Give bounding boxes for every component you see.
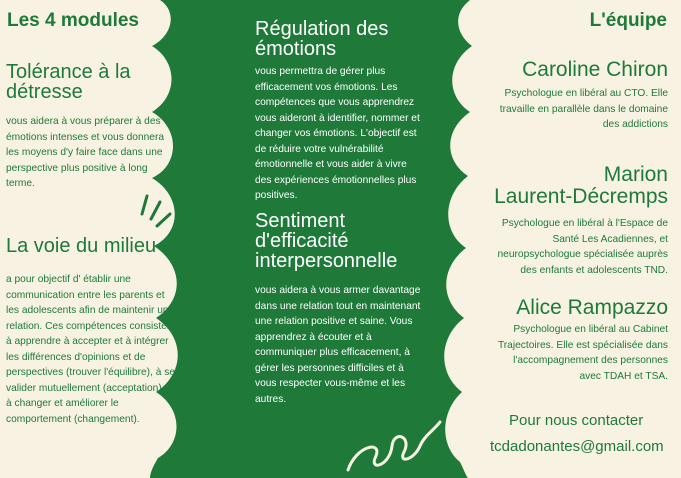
member-text-alice: Psychologue en libéral au Cabinet Trajectoires. Elle est spécialisée dans l'accompagnement des personnes avec TDAH et TSA. [497,324,668,382]
squiggle-icon [348,422,440,470]
contact-label: Pour nous contacter [509,412,644,429]
module-text-tolerance: vous aidera à vous préparer à des émotions intenses et vous donnera les moyens d'y faire face dans une perspective plus positive à long terme. [6,116,165,189]
member-name-marion-1: Marion [603,163,668,186]
contact-email-link[interactable]: tcdadonantes@gmail.com [490,438,664,455]
member-text-marion: Psychologue en libéral à l'Espace de Santé Les Acadiennes, et neuropsychologue spécialisée auprès des enfants et adolescents TND. [497,218,668,276]
member-text-caroline: Psychologue en libéral au CTO. Elle travaille en parallèle dans le domaine des addictions [499,88,668,130]
member-name-alice: Alice Rampazzo [516,296,668,319]
team-heading: L'équipe [589,10,667,31]
module-title-middle-path: La voie du milieu [6,235,157,257]
module-text-interpersonal: vous aidera à vous armer davantage dans une relation tout en maintenant une relation positive et saine. Vous apprendrez à écouter et à communiquer plus efficacement, à gérer les personnes difficiles et à vous respecter vous-même et les autres. [255,285,421,405]
module-title-emotion-regulation: Régulation des émotions [255,18,389,60]
member-name-marion-2: Laurent-Décremps [494,185,668,208]
module-title-interpersonal: Sentiment d'efficacité interpersonnelle [255,210,398,272]
member-name-caroline: Caroline Chiron [522,58,668,81]
module-text-middle-path: a pour objectif d' établir une communication entre les parents et les adolescents afin de maintenir une relation. Ces compétences consistent à apprendre à accepter et à intégrer les différences d'opinions et de perspectives (trouver l'équilibre), à se valider mutuellement (acceptation), et à changer et améliorer le comportement (changement). [6,274,176,425]
module-title-tolerance: Tolérance à la détresse [6,61,131,103]
modules-heading: Les 4 modules [7,10,139,31]
module-text-emotion-regulation: vous permettra de gérer plus efficacement vos émotions. Les compétences que vous apprendrez vous aideront à identifier, nommer et changer vos émotions. L'objectif est de réduire votre vulnérabilité émotionnelle et vous aider à vivre des expériences émotionnelles plus positives. [255,66,420,201]
